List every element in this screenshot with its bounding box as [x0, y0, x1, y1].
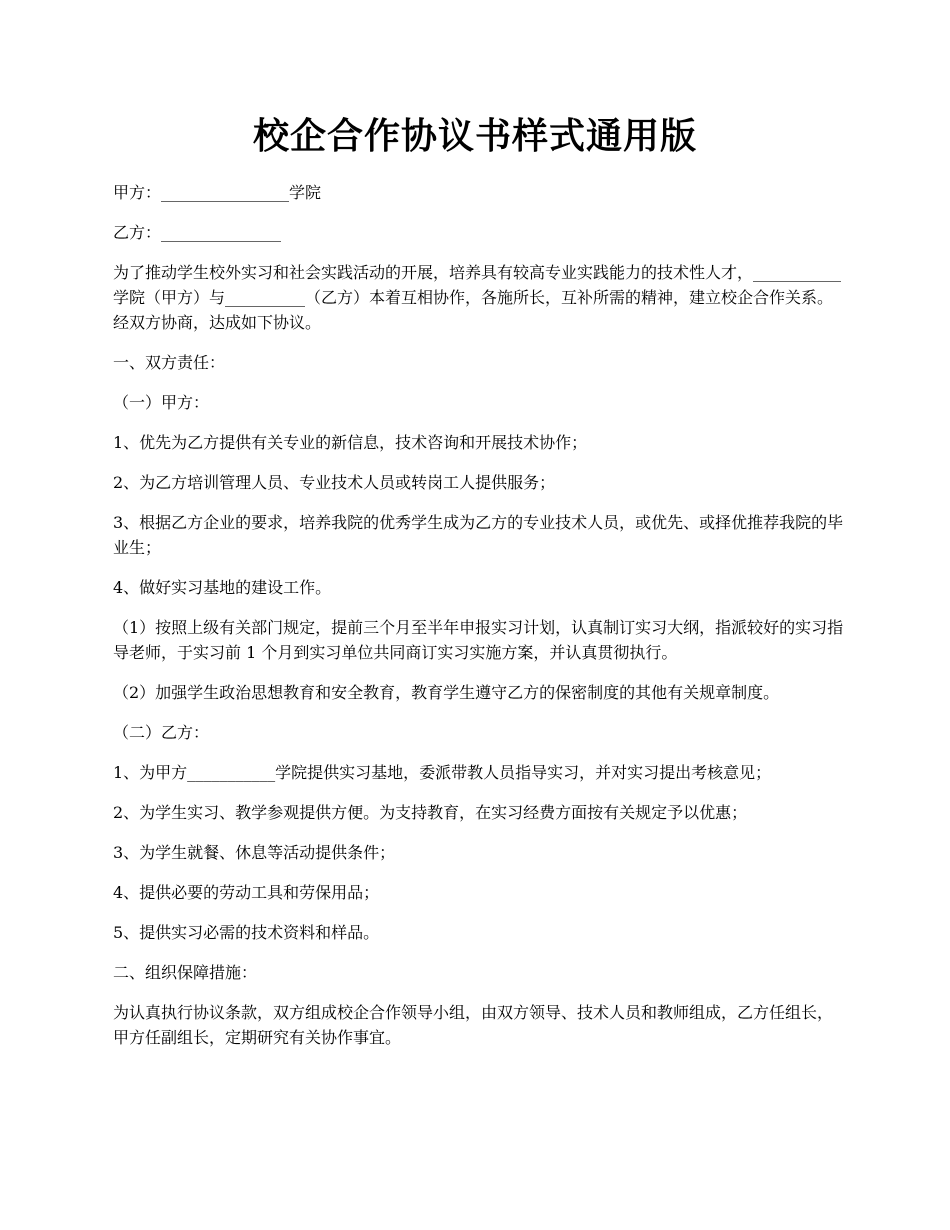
party-b-item-4: 4、提供必要的劳动工具和劳保用品；: [113, 883, 380, 902]
subsection-heading-party-a: （一）甲方：: [113, 393, 210, 412]
party-a-item-3: 3、根据乙方企业的要求，培养我院的优秀学生成为乙方的专业技术人员，或优先、或择优推荐我院的毕业生；: [113, 513, 844, 557]
party-b-line: 乙方：_______________: [113, 223, 282, 242]
party-a-item-2: 2、为乙方培训管理人员、专业技术人员或转岗工人提供服务；: [113, 473, 556, 492]
subsection-heading-party-b: （二）乙方：: [113, 723, 210, 742]
organization-paragraph: 为认真执行协议条款，双方组成校企合作领导小组，由双方领导、技术人员和教师组成，乙方任组长，甲方任副组长，定期研究有关协作事宜。: [113, 1003, 834, 1047]
party-b-item-1: 1、为甲方___________学院提供实习基地，委派带教人员指导实习，并对实习提出考核意见；: [113, 763, 772, 782]
party-a-item-1: 1、优先为乙方提供有关专业的新信息，技术咨询和开展技术协作；: [113, 433, 588, 452]
party-a-item-4-sub-1: （1）按照上级有关部门规定，提前三个月至半年申报实习计划，认真制订实习大纲，指派较好的实习指导老师，于实习前 1 个月到实习单位共同商订实习实施方案，并认真贯彻执行。: [113, 618, 844, 662]
preamble-paragraph: 为了推动学生校外实习和社会实践活动的开展，培养具有较高专业实践能力的技术性人才，___________学院（甲方）与__________（乙方）本着互相协作，各施所长，互补所需的精神，建立校企合作关系。经双方协商，达成如下协议。: [113, 263, 842, 332]
party-b-item-5: 5、提供实习必需的技术资料和样品。: [113, 923, 380, 942]
party-b-item-3: 3、为学生就餐、休息等活动提供条件；: [113, 843, 396, 862]
document-title: 校企合作协议书样式通用版: [252, 115, 697, 157]
party-a-item-4-sub-2: （2）加强学生政治思想教育和安全教育，教育学生遵守乙方的保密制度的其他有关规章制度。: [113, 683, 780, 702]
party-a-line: 甲方：________________学院: [113, 183, 322, 202]
party-b-item-2: 2、为学生实习、教学参观提供方便。为支持教育，在实习经费方面按有关规定予以优惠；: [113, 803, 748, 822]
section-heading-responsibilities: 一、双方责任：: [113, 353, 226, 372]
section-heading-organization: 二、组织保障措施：: [113, 963, 258, 982]
document-body: [113, 180, 845, 1065]
party-a-item-4: 4、做好实习基地的建设工作。: [113, 578, 332, 597]
